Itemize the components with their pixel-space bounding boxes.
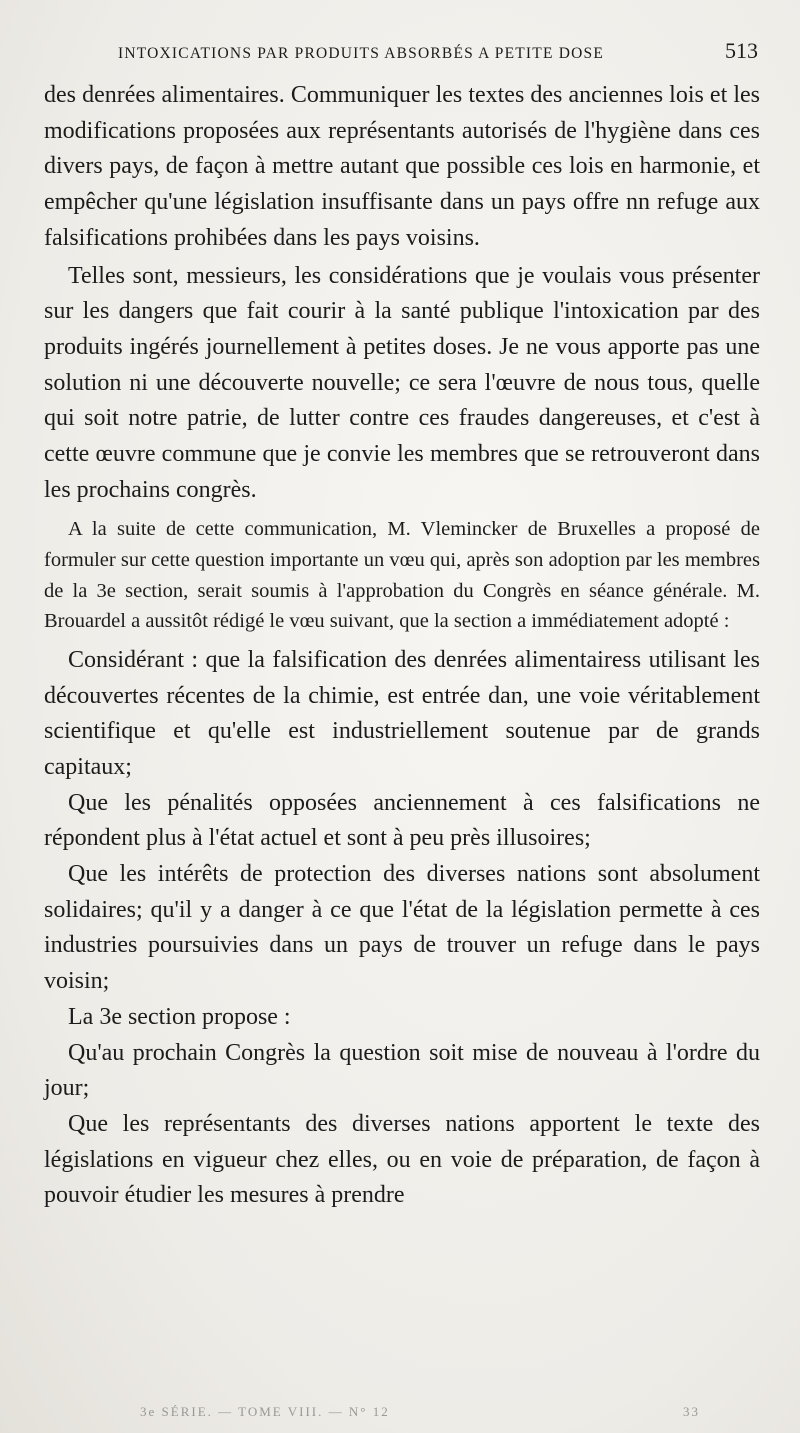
paragraph-prochain-congres: Qu'au prochain Congrès la question soit mise de nouveau à l'ordre du jour; <box>44 1039 760 1102</box>
page-footer <box>140 1404 700 1420</box>
paragraph-proposal: A la suite de cette communication, M. Vlemincker de Bruxelles a proposé de formuler sur cette question importante un vœu qui, après son adoption par les membres de la 3e section, serait soumis à l'approbation du Congrès en séance générale. M. Brouardel a aussitôt rédigé le vœu suivant, que la section a immédiatement adopté : <box>44 518 760 633</box>
paragraph-section-propose: La 3e section propose : <box>68 1003 291 1030</box>
paragraph-interets: Que les intérêts de protection des diverses nations sont absolument solidaires; qu'il y a danger à ce que l'état de la législation permette à ces industries poursuivies dans un pays de trouver un refuge dans le pays voisin; <box>44 861 760 995</box>
footer-series: 3e SÉRIE. — TOME VIII. — N° 12 <box>140 1404 390 1419</box>
paragraph-considerant: Considérant : que la falsification des denrées alimentairess utilisant les découvertes récentes de la chimie, est entrée dan, une voie véritablement scientifique et qu'elle est industriellement soutenue par de grands capitaux; <box>44 646 760 780</box>
page-header <box>118 38 758 68</box>
page-number: 513 <box>725 38 758 63</box>
paragraph-penalites: Que les pénalités opposées anciennement à ces falsifications ne répondent plus à l'état actuel et sont à peu près illusoires; <box>44 789 760 852</box>
paragraph-representants: Que les représentants des diverses nations apportent le texte des législations en vigueur chez elles, ou en voie de préparation, de façon à pouvoir étudier les mesures à prendre <box>44 1110 760 1209</box>
paragraph-conclusion: Telles sont, messieurs, les considérations que je voulais vous présenter sur les dangers que fait courir à la santé publique l'intoxication par des produits ingérés journellement à petites doses. Je ne vous apporte pas une solution ni une découverte nouvelle; ce sera l'œuvre de nous tous, quelle qui soit notre patrie, de lutter contre ces fraudes dangereuses, et c'est à cette œuvre commune que je convie les membres que se retrouveront dans les prochains congrès. <box>44 262 760 503</box>
running-head: INTOXICATIONS PAR PRODUITS ABSORBÉS A PETITE DOSE <box>118 45 604 62</box>
footer-signature: 33 <box>683 1404 700 1419</box>
paragraph-continuation: des denrées alimentaires. Communiquer les textes des anciennes lois et les modifications proposées aux représentants autorisés de l'hygiène dans ces divers pays, de façon à mettre autant que possible ces lois en harmonie, et empêcher qu'une législation insuffisante dans un pays offre nn refuge aux falsifications prohibées dans les pays voisins. <box>44 82 760 251</box>
page-body <box>44 78 760 1214</box>
